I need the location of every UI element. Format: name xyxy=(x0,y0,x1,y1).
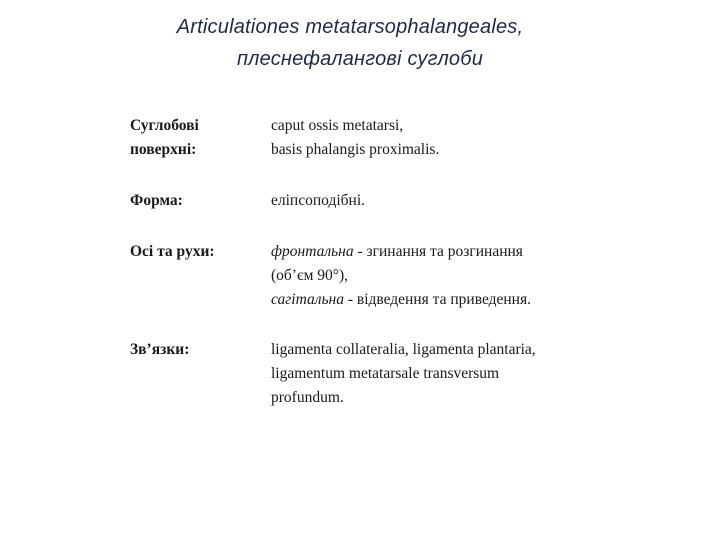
axis-sagittal-desc: - відведення та приведення. xyxy=(343,291,531,308)
label-line: Суглобові xyxy=(130,117,199,134)
axis-sagittal-term: сагітальна xyxy=(271,291,344,308)
value-ligaments xyxy=(271,338,701,410)
label-line: Зв’язки: xyxy=(130,341,190,358)
label-line: Форма: xyxy=(130,192,183,209)
value-line: profundum. xyxy=(271,389,344,406)
label-line: Осі та рухи: xyxy=(130,243,215,260)
value-line: ligamentum metatarsale transversum xyxy=(271,365,500,382)
label-shape xyxy=(130,189,183,213)
axis-sagittal-line xyxy=(271,288,701,312)
title-ukrainian: плеснефалангові суглоби xyxy=(236,48,484,70)
axis-frontal-range: (об’єм 90°), xyxy=(271,267,349,284)
value-shape xyxy=(271,189,701,213)
label-line: поверхні: xyxy=(130,141,197,158)
axis-frontal-desc: - згинання та розгинання xyxy=(353,243,523,260)
label-articular-surfaces xyxy=(130,114,199,162)
axis-frontal-line xyxy=(271,240,701,264)
title-latin: Articulationes metatarsophalangeales, xyxy=(176,16,524,38)
label-ligaments xyxy=(130,338,189,362)
value-line: ligamenta collateralia, ligamenta plantaria, xyxy=(271,341,536,358)
value-line: basis phalangis proximalis. xyxy=(271,141,440,158)
label-axes-movements xyxy=(130,240,215,264)
value-line: еліпсоподібні. xyxy=(271,192,365,209)
value-line: caput ossis metatarsi, xyxy=(271,117,404,134)
value-articular-surfaces xyxy=(271,114,701,162)
axis-frontal-term: фронтальна xyxy=(271,243,354,260)
value-axes-movements xyxy=(271,240,701,312)
